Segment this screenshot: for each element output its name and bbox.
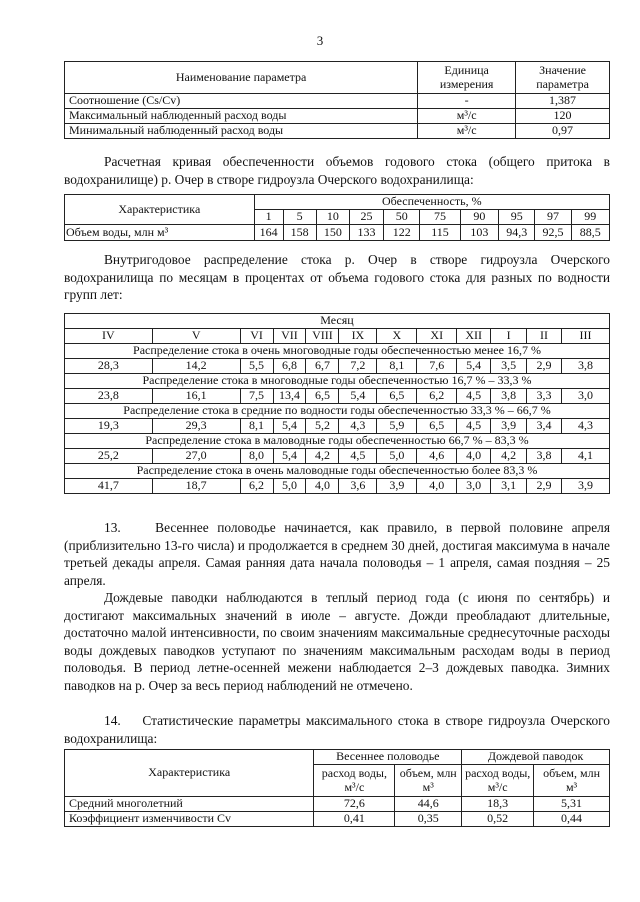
distribution-value: 41,7 [65, 478, 153, 493]
distribution-value: 19,3 [65, 418, 153, 433]
month-header: X [377, 328, 417, 343]
volume-value: 150 [316, 225, 349, 241]
distribution-value: 3,9 [562, 478, 610, 493]
distribution-value: 8,0 [240, 448, 273, 463]
distribution-value: 6,7 [306, 358, 339, 373]
distribution-value: 4,5 [457, 418, 491, 433]
table-row [65, 358, 610, 373]
month-header: VI [240, 328, 273, 343]
paragraph-spring-flood: 13. Весеннее половодье начинается, как правило, в первой половине апреля (приблизительно 13-го числа) и продолжается в среднем 30 дней, достигая максимума в начале третьей декады апреля. Самая ранняя дата начала половодья – 1 апреля, самая поздняя – 25 апреля. [64, 520, 610, 588]
month-header: VII [273, 328, 306, 343]
distribution-value: 27,0 [152, 448, 240, 463]
probability-column-header: 10 [316, 210, 349, 225]
distribution-value: 3,5 [491, 358, 527, 373]
probability-column-header: 97 [535, 210, 571, 225]
volume-value: 88,5 [571, 225, 609, 241]
distribution-value: 7,2 [339, 358, 377, 373]
distribution-value: 29,3 [152, 418, 240, 433]
paragraph-max-flow-stats: 14. Статистические параметры максимального стока в створе гидроузла Очерского водохранилища: [64, 713, 610, 746]
distribution-value: 3,1 [491, 478, 527, 493]
distribution-value: 4,3 [339, 418, 377, 433]
distribution-value: 25,2 [65, 448, 153, 463]
distribution-value: 5,2 [306, 418, 339, 433]
probability-column-header: 25 [349, 210, 383, 225]
distribution-value: 3,8 [527, 448, 562, 463]
distribution-value: 3,8 [491, 388, 527, 403]
distribution-value: 2,9 [527, 358, 562, 373]
distribution-value: 23,8 [65, 388, 153, 403]
table-row [65, 418, 610, 433]
distribution-group-title: Распределение стока в многоводные годы обеспеченностью 16,7 % – 33,3 % [65, 373, 610, 388]
probability-column-header: 1 [254, 210, 283, 225]
table-row [65, 478, 610, 493]
distribution-value: 6,2 [240, 478, 273, 493]
probability-column-header: 90 [460, 210, 498, 225]
volume-value: 158 [283, 225, 316, 241]
distribution-value: 7,6 [417, 358, 457, 373]
distribution-value: 7,5 [240, 388, 273, 403]
table-row [65, 448, 610, 463]
distribution-value: 14,2 [152, 358, 240, 373]
distribution-value: 16,1 [152, 388, 240, 403]
month-header: XII [457, 328, 491, 343]
distribution-group-title: Распределение стока в средние по водности годы обеспеченностью 33,3 % – 66,7 % [65, 403, 610, 418]
distribution-value: 5,5 [240, 358, 273, 373]
distribution-value: 4,0 [306, 478, 339, 493]
distribution-value: 3,9 [491, 418, 527, 433]
volume-value: 122 [384, 225, 420, 241]
header-spring-discharge: расход воды, м³/с [314, 765, 395, 797]
header-spring-flood: Весеннее половодье [314, 750, 462, 765]
distribution-value: 5,0 [377, 448, 417, 463]
distribution-value: 4,1 [562, 448, 610, 463]
distribution-value: 3,0 [457, 478, 491, 493]
row-label-volume: Объем воды, млн м³ [65, 225, 255, 241]
month-header: V [152, 328, 240, 343]
distribution-value: 4,3 [562, 418, 610, 433]
distribution-value: 8,1 [377, 358, 417, 373]
parameters-table [64, 61, 610, 139]
distribution-value: 3,3 [527, 388, 562, 403]
distribution-value: 6,2 [417, 388, 457, 403]
distribution-group-title: Распределение стока в очень маловодные годы обеспеченностью более 83,3 % [65, 463, 610, 478]
month-header: VIII [306, 328, 339, 343]
distribution-value: 5,4 [273, 448, 306, 463]
distribution-value: 3,9 [377, 478, 417, 493]
distribution-value: 8,1 [240, 418, 273, 433]
distribution-value: 2,9 [527, 478, 562, 493]
table-row: Максимальный наблюденный расход воды м³/с 120 [65, 109, 610, 124]
monthly-distribution-table [64, 313, 610, 494]
distribution-value: 6,5 [306, 388, 339, 403]
distribution-value: 4,0 [457, 448, 491, 463]
volume-value: 164 [254, 225, 283, 241]
volume-value: 103 [460, 225, 498, 241]
month-header: III [562, 328, 610, 343]
month-header: IV [65, 328, 153, 343]
distribution-value: 5,4 [339, 388, 377, 403]
header-characteristic: Характеристика [65, 195, 255, 225]
distribution-group-title: Распределение стока в очень многоводные годы обеспеченностью менее 16,7 % [65, 343, 610, 358]
header-parameter-name: Наименование параметра [65, 62, 418, 94]
distribution-value: 3,8 [562, 358, 610, 373]
header-rain-discharge: расход воды, м³/с [462, 765, 534, 797]
header-month: Месяц [65, 314, 610, 329]
distribution-value: 3,0 [562, 388, 610, 403]
distribution-value: 6,5 [377, 388, 417, 403]
distribution-value: 28,3 [65, 358, 153, 373]
month-header: XI [417, 328, 457, 343]
volume-value: 94,3 [499, 225, 535, 241]
distribution-value: 4,5 [339, 448, 377, 463]
table-row: Соотношение (Cs/Cv) - 1,387 [65, 94, 610, 109]
distribution-value: 3,4 [527, 418, 562, 433]
probability-column-header: 75 [420, 210, 460, 225]
header-probability: Обеспеченность, % [254, 195, 609, 210]
distribution-value: 4,2 [306, 448, 339, 463]
header-characteristic-2: Характеристика [65, 750, 314, 797]
table-row [65, 388, 610, 403]
volume-value: 115 [420, 225, 460, 241]
distribution-value: 5,4 [273, 418, 306, 433]
table-row: Средний многолетний 72,6 44,6 18,3 5,31 [65, 797, 610, 812]
distribution-value: 3,6 [339, 478, 377, 493]
probability-column-header: 50 [384, 210, 420, 225]
header-rain-flood: Дождевой паводок [462, 750, 610, 765]
volume-probability-table [64, 194, 610, 241]
distribution-value: 13,4 [273, 388, 306, 403]
distribution-value: 4,2 [491, 448, 527, 463]
paragraph-monthly-distribution: Внутригодовое распределение стока р. Очер в створе гидроузла Очерского водохранилища по месяцам в процентах от объема годового стока для разных по водности групп лет: [64, 252, 610, 303]
month-header: II [527, 328, 562, 343]
page-number: 3 [316, 33, 324, 48]
table-row: Минимальный наблюденный расход воды м³/с 0,97 [65, 124, 610, 139]
distribution-group-title: Распределение стока в маловодные годы обеспеченностью 66,7 % – 83,3 % [65, 433, 610, 448]
month-header: IX [339, 328, 377, 343]
probability-column-header: 5 [283, 210, 316, 225]
distribution-value: 6,5 [417, 418, 457, 433]
paragraph-volume-curve: Расчетная кривая обеспеченности объемов годового стока (общего притока в водохранилище) р. Очер в створе гидроузла Очерского водохранилища: [64, 154, 610, 187]
header-rain-volume: объем, млн м³ [534, 765, 610, 797]
distribution-value: 4,5 [457, 388, 491, 403]
distribution-value: 5,4 [457, 358, 491, 373]
distribution-value: 18,7 [152, 478, 240, 493]
month-header: I [491, 328, 527, 343]
table-row: Коэффициент изменчивости Cv 0,41 0,35 0,52 0,44 [65, 812, 610, 827]
probability-column-header: 99 [571, 210, 609, 225]
volume-value: 133 [349, 225, 383, 241]
header-spring-volume: объем, млн м³ [395, 765, 462, 797]
max-flow-statistics-table [64, 749, 610, 827]
volume-value: 92,5 [535, 225, 571, 241]
distribution-value: 6,8 [273, 358, 306, 373]
header-unit: Единица измерения [418, 62, 516, 94]
paragraph-rain-floods: Дождевые паводки наблюдаются в теплый период года (с июня по сентябрь) и достигают максимальных значений в июле – августе. Дожди преобладают длительные, достаточно малой интенсивности, по своим значениям максимальные среднесуточные расходы воды дождевых паводков уступают по значениям максимальным расходам воды в период половодья. В период летне-осенней межени наблюдается 2–3 дождевых паводка. Зимних паводков на р. Очер за весь период наблюдений не отмечено. [64, 590, 610, 693]
distribution-value: 5,9 [377, 418, 417, 433]
distribution-value: 4,0 [417, 478, 457, 493]
distribution-value: 5,0 [273, 478, 306, 493]
probability-column-header: 95 [499, 210, 535, 225]
header-value: Значение параметра [516, 62, 610, 94]
distribution-value: 4,6 [417, 448, 457, 463]
